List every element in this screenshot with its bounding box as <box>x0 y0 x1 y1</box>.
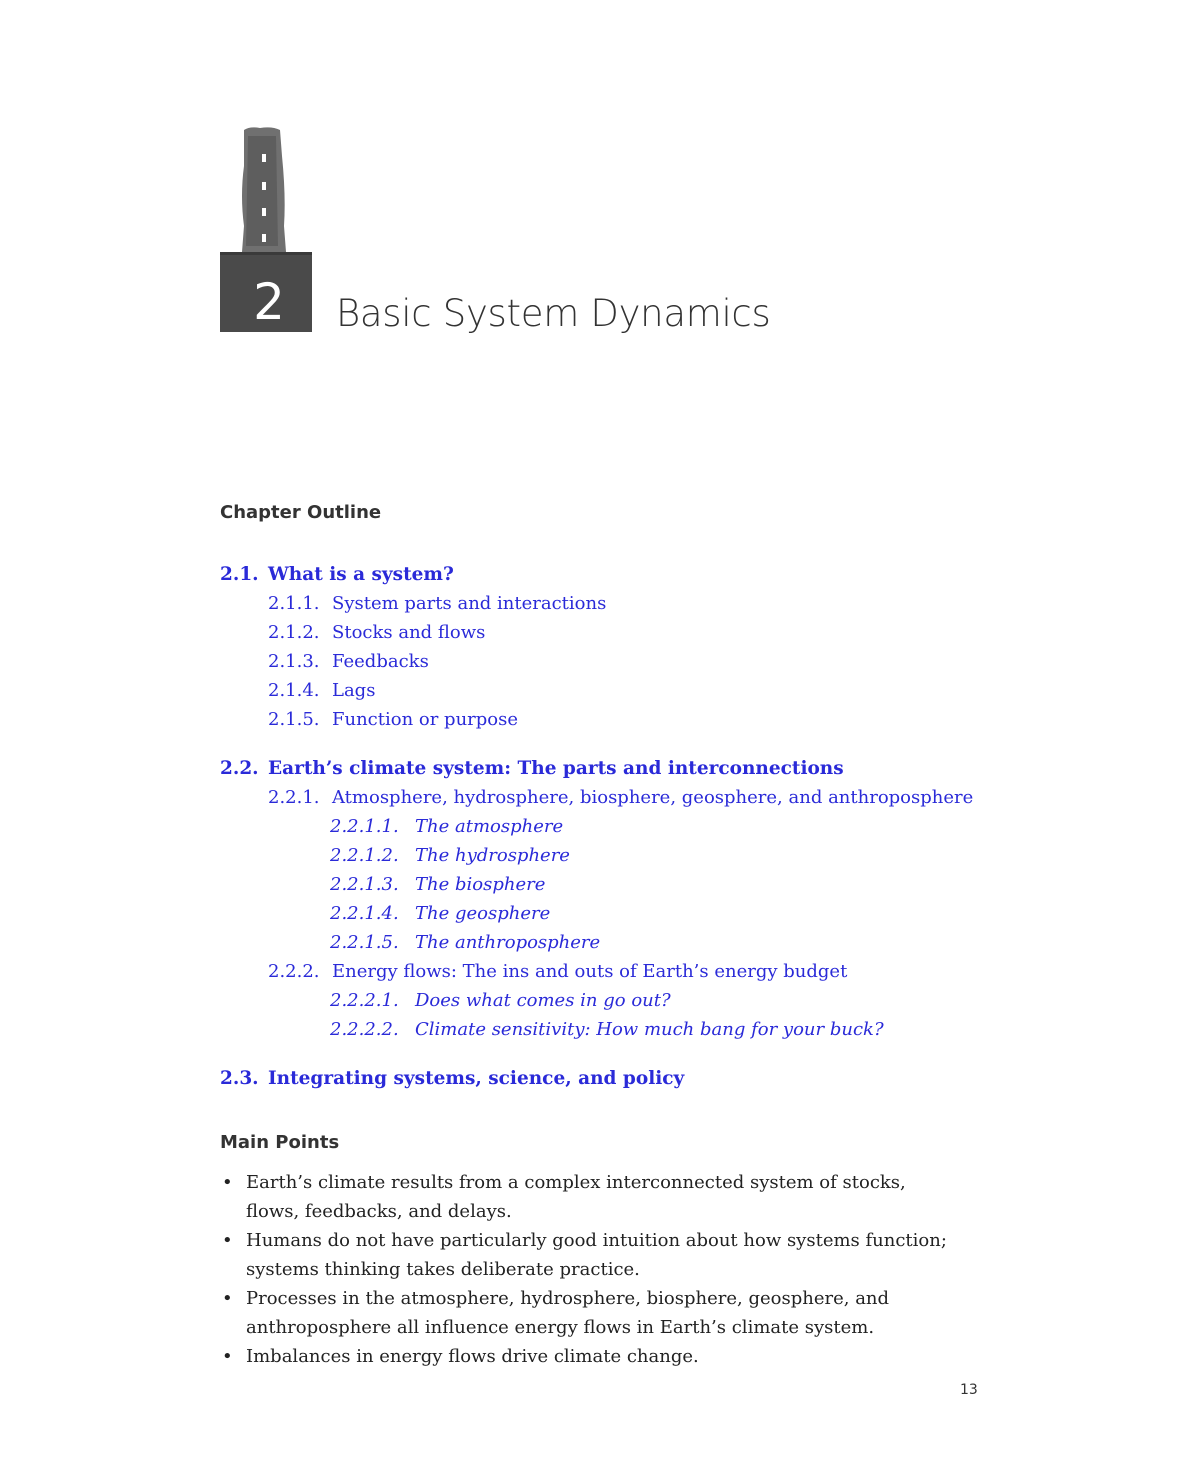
chapter-title: Basic System Dynamics <box>336 292 771 335</box>
outline-item[interactable] <box>220 1015 980 1044</box>
outline-item[interactable] <box>220 783 980 812</box>
outline-item-number: 2.2.2. <box>268 961 320 982</box>
chapter-outline-heading: Chapter Outline <box>220 502 382 523</box>
outline-item[interactable] <box>220 560 980 589</box>
outline-item[interactable] <box>220 899 980 928</box>
outline-item-text: The geosphere <box>415 903 551 924</box>
chapter-outline-list <box>220 560 980 1093</box>
main-points-heading: Main Points <box>220 1132 340 1153</box>
main-point-text: Processes in the atmosphere, hydrosphere, biosphere, geosphere, and anthroposphere all influence energy flows in Earth’s climate system. <box>246 1288 890 1338</box>
outline-item[interactable] <box>220 957 980 986</box>
outline-item-text: Feedbacks <box>332 651 429 672</box>
main-point-item <box>220 1284 960 1342</box>
outline-item-text: Energy flows: The ins and outs of Earth’s energy budget <box>332 961 848 982</box>
outline-item-number: 2.1.2. <box>268 622 320 643</box>
outline-item-number: 2.1.5. <box>268 709 320 730</box>
outline-item-text: Integrating systems, science, and policy <box>268 1068 685 1089</box>
outline-item-number: 2.2.1.4. <box>330 903 399 924</box>
outline-item-text: Does what comes in go out? <box>415 990 671 1011</box>
outline-item-text: Atmosphere, hydrosphere, biosphere, geosphere, and anthroposphere <box>332 787 974 808</box>
outline-item-number: 2.2.1. <box>268 787 320 808</box>
outline-item-text: The biosphere <box>415 874 546 895</box>
outline-item-text: Function or purpose <box>332 709 519 730</box>
outline-item[interactable] <box>220 841 980 870</box>
outline-item-number: 2.2. <box>220 758 259 779</box>
outline-item[interactable] <box>220 589 980 618</box>
outline-item[interactable] <box>220 754 980 783</box>
outline-item-text: The anthroposphere <box>415 932 601 953</box>
outline-item[interactable] <box>220 928 980 957</box>
outline-item[interactable] <box>220 618 980 647</box>
outline-item-text: What is a system? <box>268 564 454 585</box>
outline-item-number: 2.1.4. <box>268 680 320 701</box>
outline-item-number: 2.1.1. <box>268 593 320 614</box>
outline-item-number: 2.1.3. <box>268 651 320 672</box>
outline-item-number: 2.2.1.3. <box>330 874 399 895</box>
page-number: 13 <box>960 1382 978 1398</box>
main-point-item <box>220 1342 960 1371</box>
main-point-item <box>220 1168 960 1226</box>
outline-item-text: The atmosphere <box>415 816 564 837</box>
main-point-text: Humans do not have particularly good intuition about how systems function; systems thinking takes deliberate practice. <box>246 1230 947 1280</box>
outline-item-number: 2.2.1.1. <box>330 816 399 837</box>
outline-item[interactable] <box>220 705 980 734</box>
outline-item-number: 2.2.1.2. <box>330 845 399 866</box>
outline-item-text: System parts and interactions <box>332 593 607 614</box>
outline-item-text: The hydrosphere <box>415 845 570 866</box>
main-points-list <box>220 1168 960 1371</box>
bullet-icon: • <box>222 1346 233 1367</box>
bullet-icon: • <box>222 1172 233 1193</box>
chapter-number: 2 <box>253 273 285 331</box>
outline-item-number: 2.3. <box>220 1068 259 1089</box>
outline-item-number: 2.2.2.1. <box>330 990 399 1011</box>
main-point-text: Imbalances in energy flows drive climate change. <box>246 1346 699 1367</box>
outline-item[interactable] <box>220 986 980 1015</box>
outline-item-number: 2.2.1.5. <box>330 932 399 953</box>
outline-item-text: Earth’s climate system: The parts and interconnections <box>268 758 844 779</box>
outline-item-text: Stocks and flows <box>332 622 486 643</box>
main-point-item <box>220 1226 960 1284</box>
outline-item[interactable] <box>220 676 980 705</box>
outline-item-number: 2.1. <box>220 564 259 585</box>
outline-item-number: 2.2.2.2. <box>330 1019 399 1040</box>
bullet-icon: • <box>222 1288 233 1309</box>
outline-item[interactable] <box>220 812 980 841</box>
outline-item-text: Lags <box>332 680 376 701</box>
bullet-icon: • <box>222 1230 233 1251</box>
outline-item-text: Climate sensitivity: How much bang for your buck? <box>415 1019 884 1040</box>
outline-item[interactable] <box>220 1064 980 1093</box>
main-point-text: Earth’s climate results from a complex interconnected system of stocks, flows, feedbacks, and delays. <box>246 1172 906 1222</box>
outline-item[interactable] <box>220 870 980 899</box>
outline-item[interactable] <box>220 647 980 676</box>
